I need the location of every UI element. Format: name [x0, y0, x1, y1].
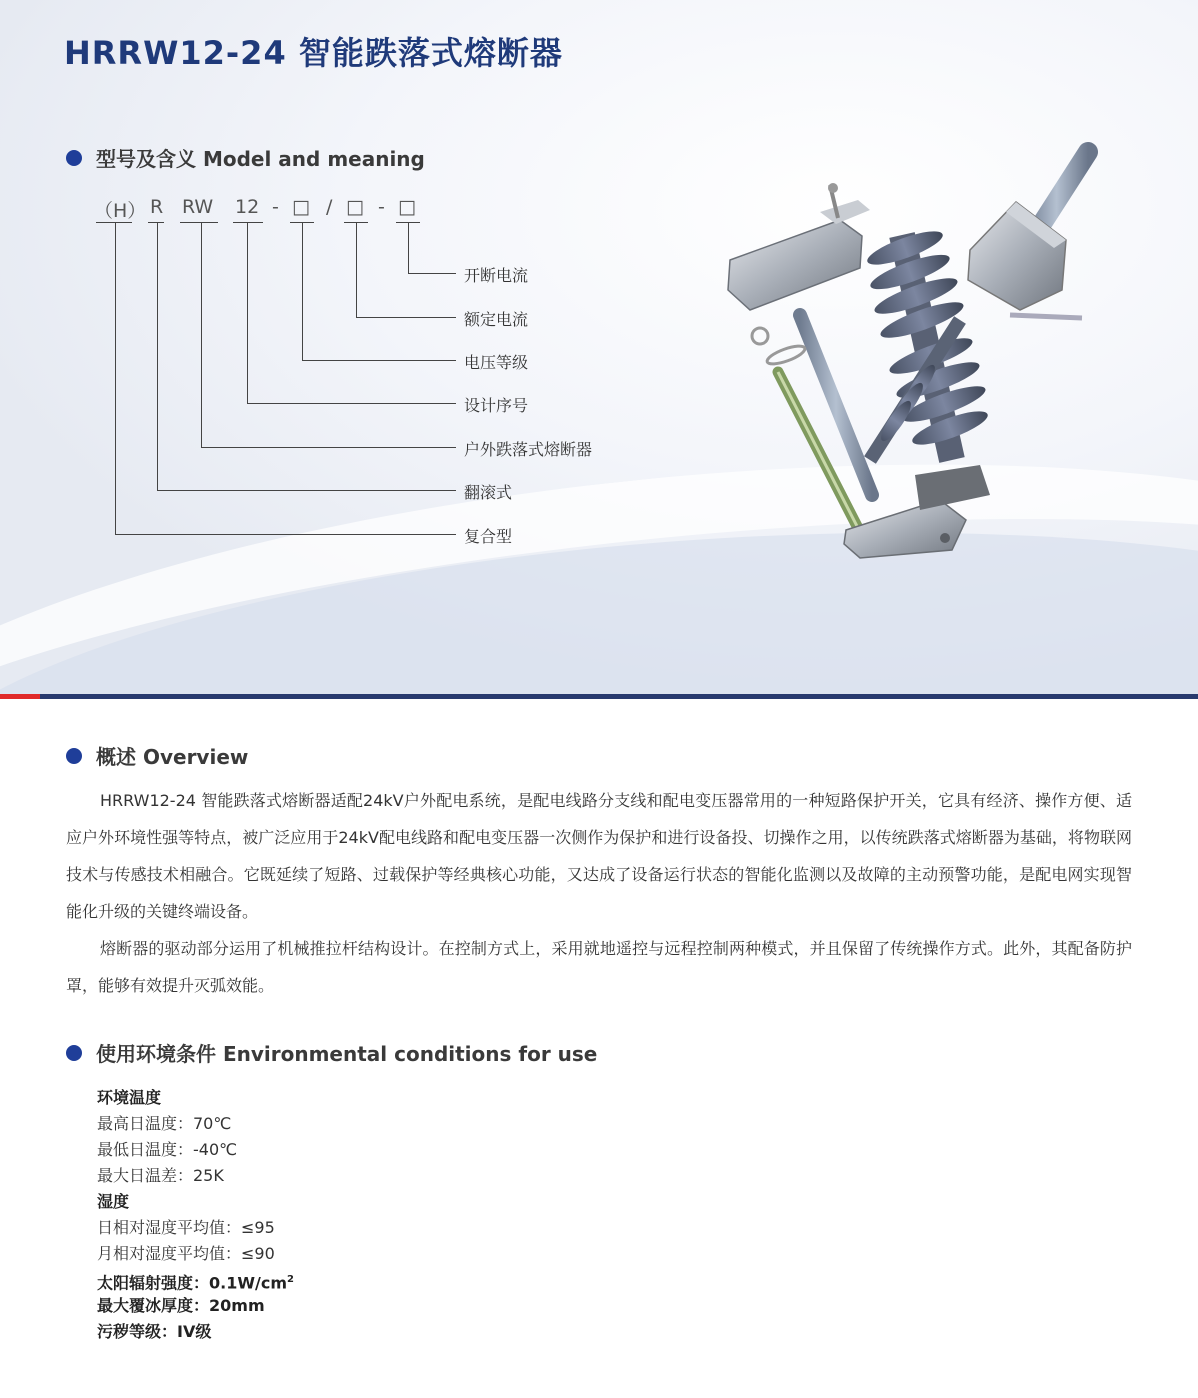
- label-design-number: 设计序号: [464, 396, 529, 415]
- section-divider-accent: [0, 694, 40, 699]
- connector-line: [302, 222, 303, 360]
- connector-line: [408, 222, 409, 273]
- model-heading-text: 型号及含义 Model and meaning: [96, 147, 425, 171]
- fuse-product-image: [720, 140, 1110, 570]
- label-voltage-level: 电压等级: [464, 353, 529, 372]
- connector-line: [356, 317, 456, 318]
- bullet-dot-icon: [66, 150, 82, 166]
- connector-line: [247, 403, 456, 404]
- code-r: R: [150, 196, 164, 218]
- temperature-min: 最低日温度：-40℃: [97, 1140, 238, 1159]
- solar-radiation-text: 太阳辐射强度：0.1W/cm: [97, 1273, 287, 1293]
- model-section-heading: [66, 143, 425, 172]
- code-underline: [233, 222, 263, 223]
- code-box-breaking: □: [398, 196, 416, 218]
- code-num: 12: [235, 196, 260, 218]
- bullet-dot-icon: [66, 748, 82, 764]
- solar-radiation-exponent: 2: [287, 1274, 294, 1285]
- overview-section-heading: [66, 741, 248, 770]
- connector-line: [302, 360, 456, 361]
- overview-paragraph: 熔断器的驱动部分运用了机械推拉杆结构设计。在控制方式上，采用就地遥控与远程控制两种模式，并且保留了传统操作方式。此外，其配备防护罩，能够有效提升灭弧效能。: [66, 939, 1132, 995]
- overview-paragraph: HRRW12-24 智能跌落式熔断器适配24kV户外配电系统，是配电线路分支线和配电变压器常用的一种短路保护开关，它具有经济、操作方便、适应户外环境性强等特点，被广泛应用于24kV配电线路和配电变压器一次侧作为保护和进行设备投、切操作之用，以传统跌落式熔断器为基础，将物联网技术与传感技术相融合。它既延续了短路、过载保护等经典核心功能，又达成了设备运行状态的智能化监测以及故障的主动预警功能，是配电网实现智能化升级的关键终端设备。: [66, 791, 1132, 921]
- label-tumbling-type: 翻滚式: [464, 483, 513, 502]
- code-h: （H）: [94, 200, 147, 222]
- label-rated-current: 额定电流: [464, 310, 529, 329]
- pollution-level: 污秽等级：IV级: [97, 1322, 212, 1341]
- code-rw: RW: [182, 196, 214, 218]
- temperature-heading: 环境温度: [97, 1088, 162, 1107]
- humidity-daily: 日相对湿度平均值：≤95: [97, 1218, 275, 1237]
- ice-thickness: 最大覆冰厚度：20mm: [97, 1296, 265, 1315]
- code-dash: -: [378, 196, 385, 218]
- environment-heading-text: 使用环境条件 Environmental conditions for use: [96, 1042, 598, 1066]
- humidity-heading: 湿度: [97, 1192, 130, 1211]
- solar-radiation: [97, 1267, 294, 1293]
- overview-heading-text: 概述 Overview: [96, 745, 249, 769]
- bullet-dot-icon: [66, 1045, 82, 1061]
- label-breaking-current: 开断电流: [464, 266, 529, 285]
- environment-section-heading: [66, 1038, 597, 1067]
- section-divider: [0, 694, 1198, 699]
- connector-line: [115, 222, 116, 534]
- overview-body: [66, 782, 1132, 1004]
- connector-line: [201, 222, 202, 447]
- connector-line: [356, 222, 357, 317]
- code-underline: [96, 222, 132, 223]
- code-box-voltage: □: [292, 196, 310, 218]
- code-dash: -: [272, 196, 279, 218]
- humidity-monthly: 月相对湿度平均值：≤90: [97, 1244, 275, 1263]
- code-underline: [180, 222, 218, 223]
- connector-line: [115, 534, 456, 535]
- code-slash: /: [326, 196, 333, 218]
- connector-line: [157, 222, 158, 490]
- connector-line: [157, 490, 456, 491]
- page-title: HRRW12-24 智能跌落式熔断器: [64, 34, 563, 72]
- label-composite-type: 复合型: [464, 527, 513, 546]
- temperature-max: 最高日温度：70℃: [97, 1114, 232, 1133]
- connector-line: [201, 447, 456, 448]
- connector-line: [247, 222, 248, 403]
- code-box-current: □: [346, 196, 364, 218]
- environment-conditions-list: [97, 1085, 294, 1345]
- connector-line: [408, 273, 456, 274]
- code-underline: [148, 222, 164, 223]
- label-outdoor-drop-fuse: 户外跌落式熔断器: [464, 440, 593, 459]
- temperature-diff: 最大日温差：25K: [97, 1166, 224, 1185]
